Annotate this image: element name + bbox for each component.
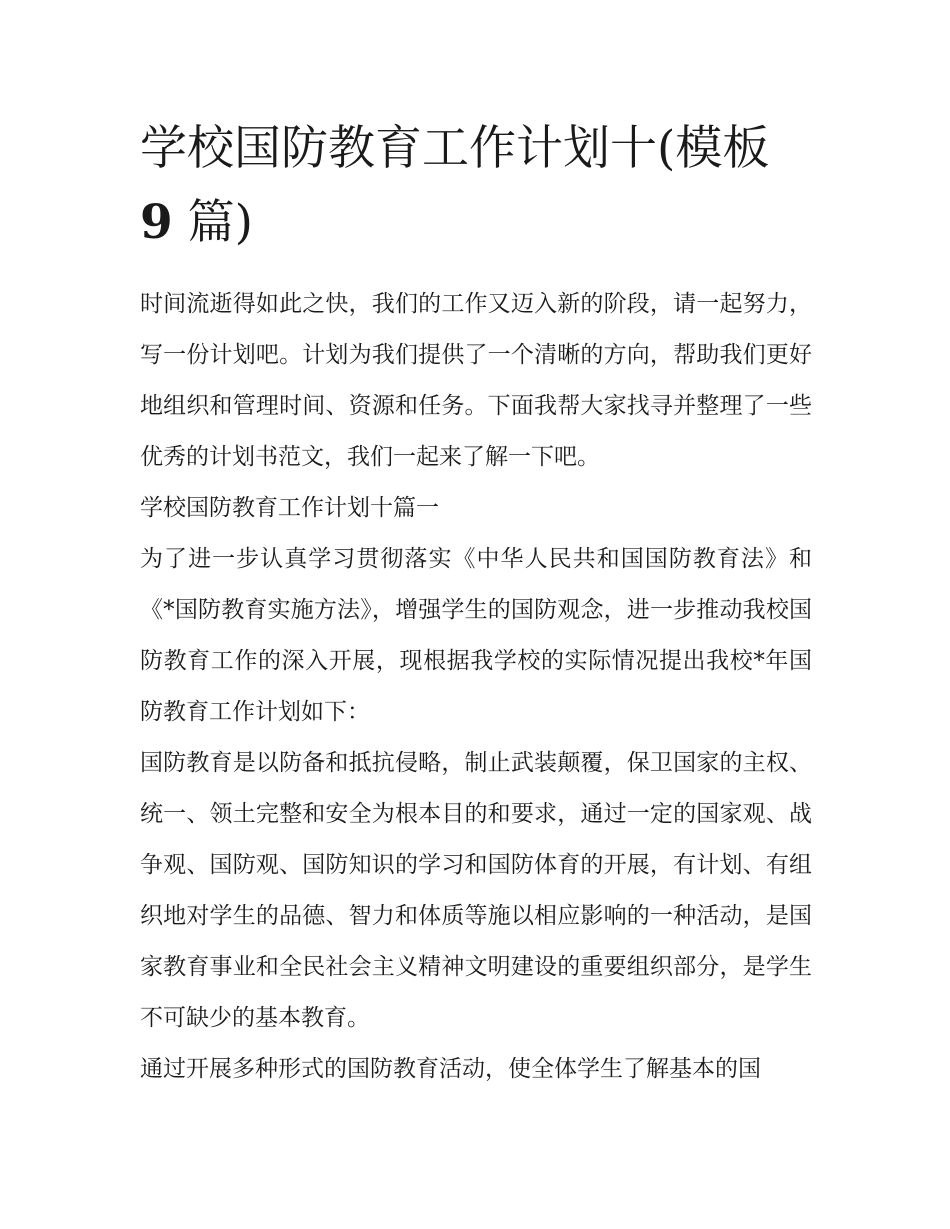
intro-paragraph: 时间流逝得如此之快，我们的工作又迈入新的阶段，请一起努力，写一份计划吧。计划为我们提供了一个清晰的方向，帮助我们更好地组织和管理时间、资源和任务。下面我帮大家找寻并整理了一些优秀的计划书范文，我们一起来了解一下吧。 <box>140 291 812 470</box>
body-paragraph-1: 为了进一步认真学习贯彻落实《中华人民共和国国防教育法》和《*国防教育实施方法》，增强学生的国防观念，进一步推动我校国防教育工作的深入开展，现根据我学校的实际情况提出我校*年国防教育工作计划如下： <box>140 546 812 725</box>
document-title <box>140 112 812 260</box>
document-page <box>140 112 812 1095</box>
body-paragraph-2: 国防教育是以防备和抵抗侵略，制止武装颠覆，保卫国家的主权、统一、领土完整和安全为根本目的和要求，通过一定的国家观、战争观、国防观、国防知识的学习和国防体育的开展，有计划、有组织地对学生的品德、智力和体质等施以相应影响的一种活动，是国家教育事业和全民社会主义精神文明建设的重要组织部分，是学生不可缺少的基本教育。 <box>140 750 812 1031</box>
title-tail-number: 9 <box>140 195 173 250</box>
section-heading: 学校国防教育工作计划十篇一 <box>140 495 439 521</box>
title-tail-text: 篇) <box>172 195 253 250</box>
title-main: 学校国防教育工作计划十(模板 <box>140 121 770 176</box>
body-paragraph-3: 通过开展多种形式的国防教育活动，使全体学生了解基本的国 <box>140 1056 761 1082</box>
